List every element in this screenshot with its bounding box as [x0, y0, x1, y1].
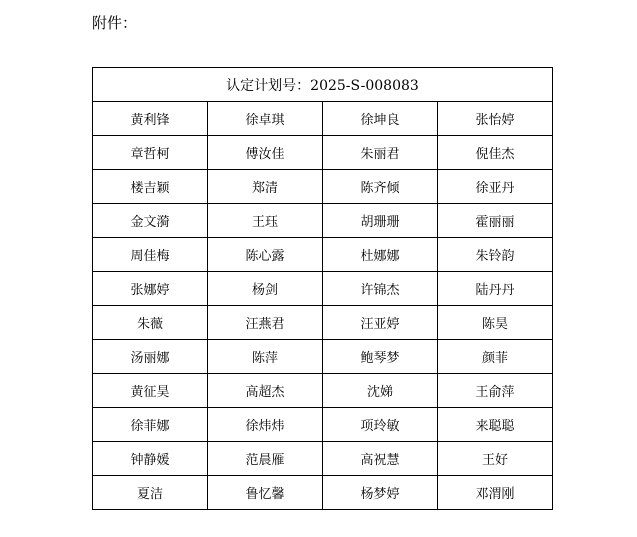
name-cell: 徐炜炜: [208, 408, 323, 442]
table-row: [93, 204, 553, 238]
name-cell: 黄征昊: [93, 374, 208, 408]
table-row: [93, 408, 553, 442]
table-row: [93, 102, 553, 136]
table-row: [93, 340, 553, 374]
name-cell: 郑清: [208, 170, 323, 204]
table-row: [93, 238, 553, 272]
table-row: [93, 476, 553, 510]
name-cell: 朱丽君: [323, 136, 438, 170]
name-roster-table: [92, 67, 553, 510]
name-cell: 高超杰: [208, 374, 323, 408]
name-cell: 陈齐倾: [323, 170, 438, 204]
name-cell: 陈昊: [438, 306, 553, 340]
name-cell: 颜菲: [438, 340, 553, 374]
name-cell: 沈娣: [323, 374, 438, 408]
name-cell: 来聪聪: [438, 408, 553, 442]
name-cell: 鲍琴梦: [323, 340, 438, 374]
name-cell: 章哲柯: [93, 136, 208, 170]
name-cell: 胡珊珊: [323, 204, 438, 238]
name-cell: 朱薇: [93, 306, 208, 340]
table-row: [93, 442, 553, 476]
name-cell: 杜娜娜: [323, 238, 438, 272]
name-cell: 朱铃韵: [438, 238, 553, 272]
name-cell: 徐菲娜: [93, 408, 208, 442]
name-cell: 徐亚丹: [438, 170, 553, 204]
name-cell: 王好: [438, 442, 553, 476]
table-row: [93, 170, 553, 204]
name-cell: 杨剑: [208, 272, 323, 306]
table-row: [93, 272, 553, 306]
name-cell: 王俞萍: [438, 374, 553, 408]
name-cell: 陈心露: [208, 238, 323, 272]
name-cell: 杨梦婷: [323, 476, 438, 510]
name-cell: 黄利锋: [93, 102, 208, 136]
name-cell: 夏洁: [93, 476, 208, 510]
name-cell: 汪亚婷: [323, 306, 438, 340]
name-cell: 霍丽丽: [438, 204, 553, 238]
table-body: [93, 102, 553, 510]
table-header-row: [93, 68, 553, 102]
plan-number-header: 认定计划号：2025-S-008083: [93, 68, 553, 102]
name-cell: 许锦杰: [323, 272, 438, 306]
name-cell: 张娜婷: [93, 272, 208, 306]
name-cell: 项玲敏: [323, 408, 438, 442]
name-cell: 张怡婷: [438, 102, 553, 136]
name-cell: 周佳梅: [93, 238, 208, 272]
name-cell: 鲁忆馨: [208, 476, 323, 510]
name-cell: 邓渭刚: [438, 476, 553, 510]
name-cell: 汤丽娜: [93, 340, 208, 374]
table-row: [93, 374, 553, 408]
attachment-label: 附件：: [92, 14, 138, 32]
name-cell: 徐坤良: [323, 102, 438, 136]
name-cell: 金文漪: [93, 204, 208, 238]
name-cell: 高祝慧: [323, 442, 438, 476]
name-cell: 钟静媛: [93, 442, 208, 476]
table-row: [93, 136, 553, 170]
name-cell: 汪燕君: [208, 306, 323, 340]
name-cell: 陈萍: [208, 340, 323, 374]
name-cell: 范晨雁: [208, 442, 323, 476]
name-cell: 王珏: [208, 204, 323, 238]
name-cell: 楼吉颖: [93, 170, 208, 204]
table-row: [93, 306, 553, 340]
name-cell: 倪佳杰: [438, 136, 553, 170]
name-cell: 徐卓琪: [208, 102, 323, 136]
name-cell: 傅汝佳: [208, 136, 323, 170]
name-cell: 陆丹丹: [438, 272, 553, 306]
